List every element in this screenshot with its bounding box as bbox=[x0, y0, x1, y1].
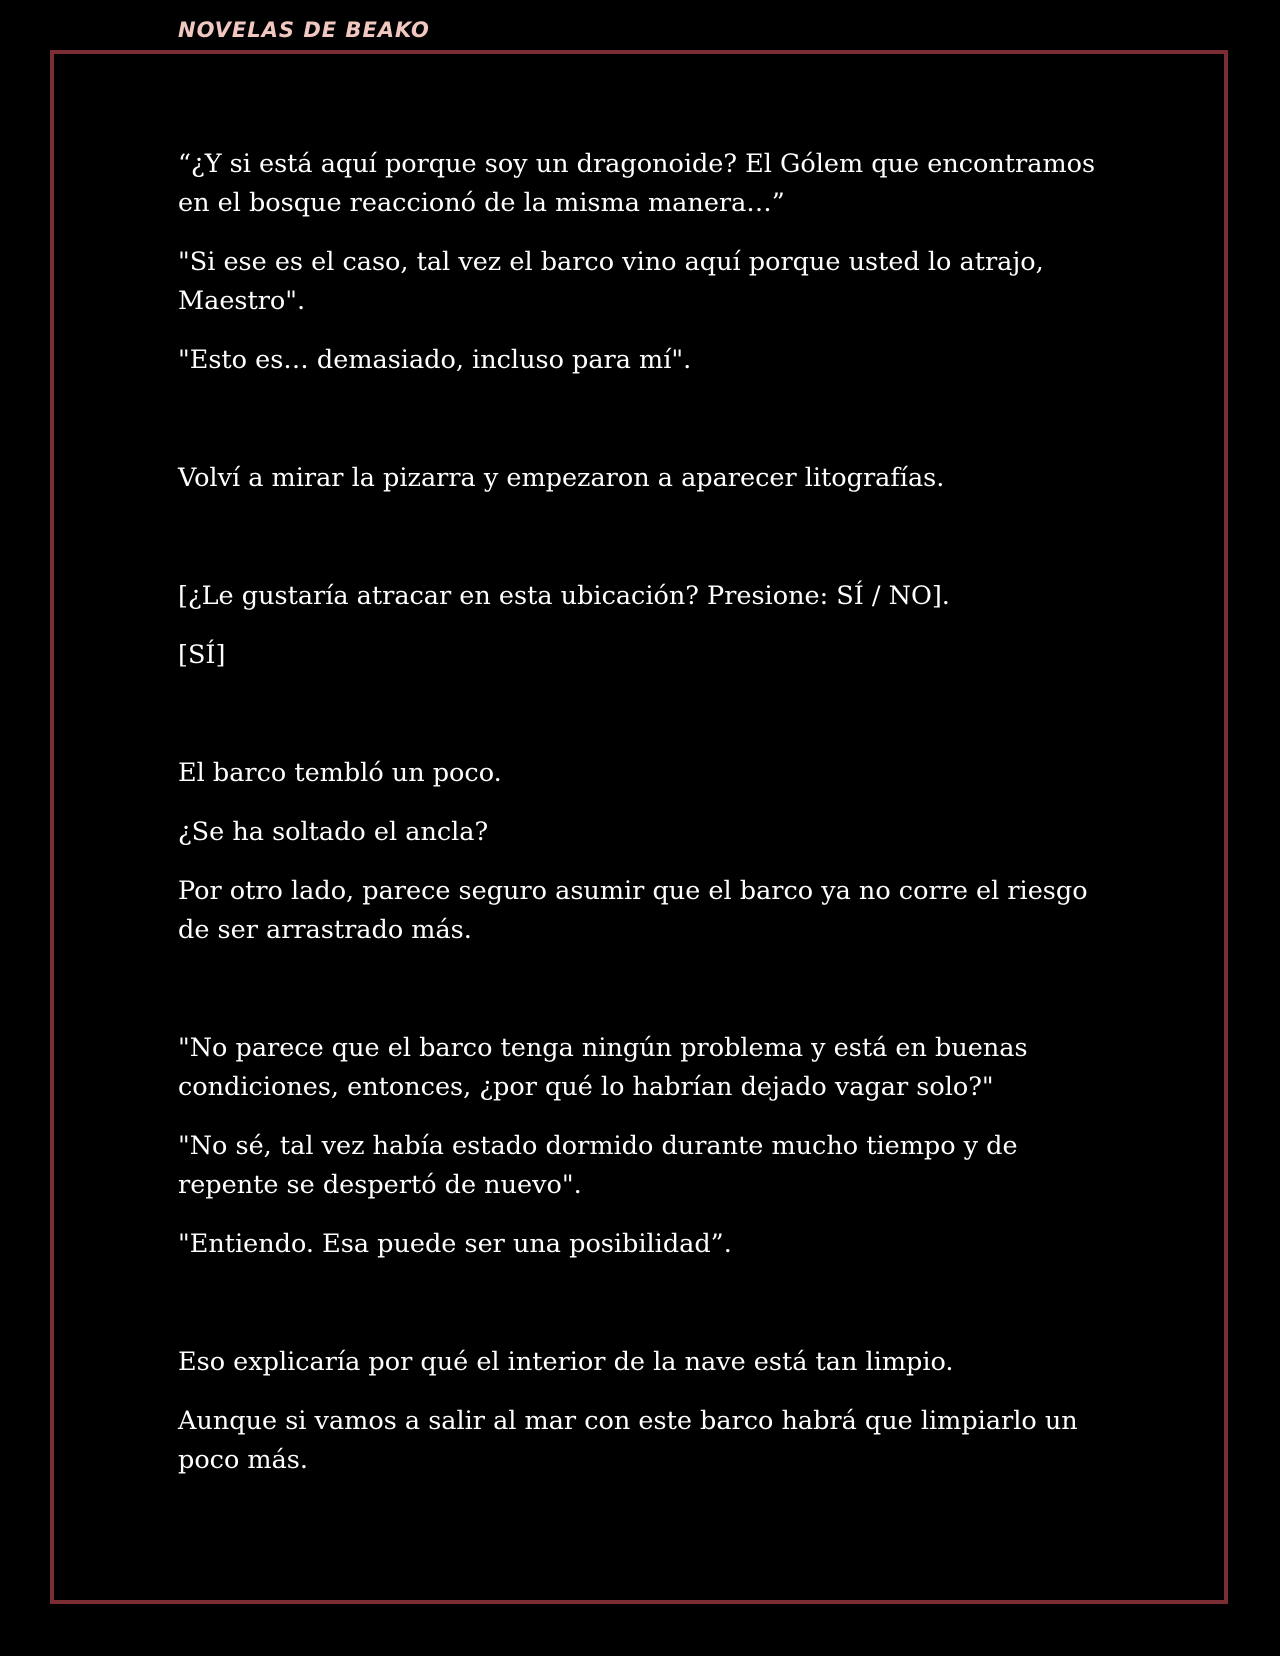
chapter-text bbox=[178, 145, 1118, 1480]
paragraph: "Si ese es el caso, tal vez el barco vino aquí porque usted lo atrajo, Maestro". bbox=[178, 247, 1044, 316]
paragraph: Aunque si vamos a salir al mar con este barco habrá que limpiarlo un poco más. bbox=[178, 1406, 1078, 1475]
paragraph: "Entiendo. Esa puede ser una posibilidad”. bbox=[178, 1229, 732, 1259]
paragraph: El barco tembló un poco. bbox=[178, 758, 502, 788]
paragraph: "Esto es… demasiado, incluso para mí". bbox=[178, 345, 692, 375]
site-header-title: NOVELAS DE BEAKO bbox=[178, 18, 430, 42]
paragraph: Volví a mirar la pizarra y empezaron a aparecer litografías. bbox=[178, 463, 945, 493]
paragraph: "No sé, tal vez había estado dormido durante mucho tiempo y de repente se despertó de nuevo". bbox=[178, 1131, 1018, 1200]
paragraph: [SÍ] bbox=[178, 640, 226, 670]
paragraph: ¿Se ha soltado el ancla? bbox=[178, 817, 489, 847]
paragraph: [¿Le gustaría atracar en esta ubicación? Presione: SÍ / NO]. bbox=[178, 581, 950, 611]
paragraph: “¿Y si está aquí porque soy un dragonoide? El Gólem que encontramos en el bosque reaccionó de la misma manera…” bbox=[178, 149, 1096, 218]
paragraph: Por otro lado, parece seguro asumir que el barco ya no corre el riesgo de ser arrastrado más. bbox=[178, 876, 1088, 945]
paragraph: Eso explicaría por qué el interior de la nave está tan limpio. bbox=[178, 1347, 954, 1377]
paragraph: "No parece que el barco tenga ningún problema y está en buenas condiciones, entonces, ¿por qué lo habrían dejado vagar solo?" bbox=[178, 1033, 1028, 1102]
